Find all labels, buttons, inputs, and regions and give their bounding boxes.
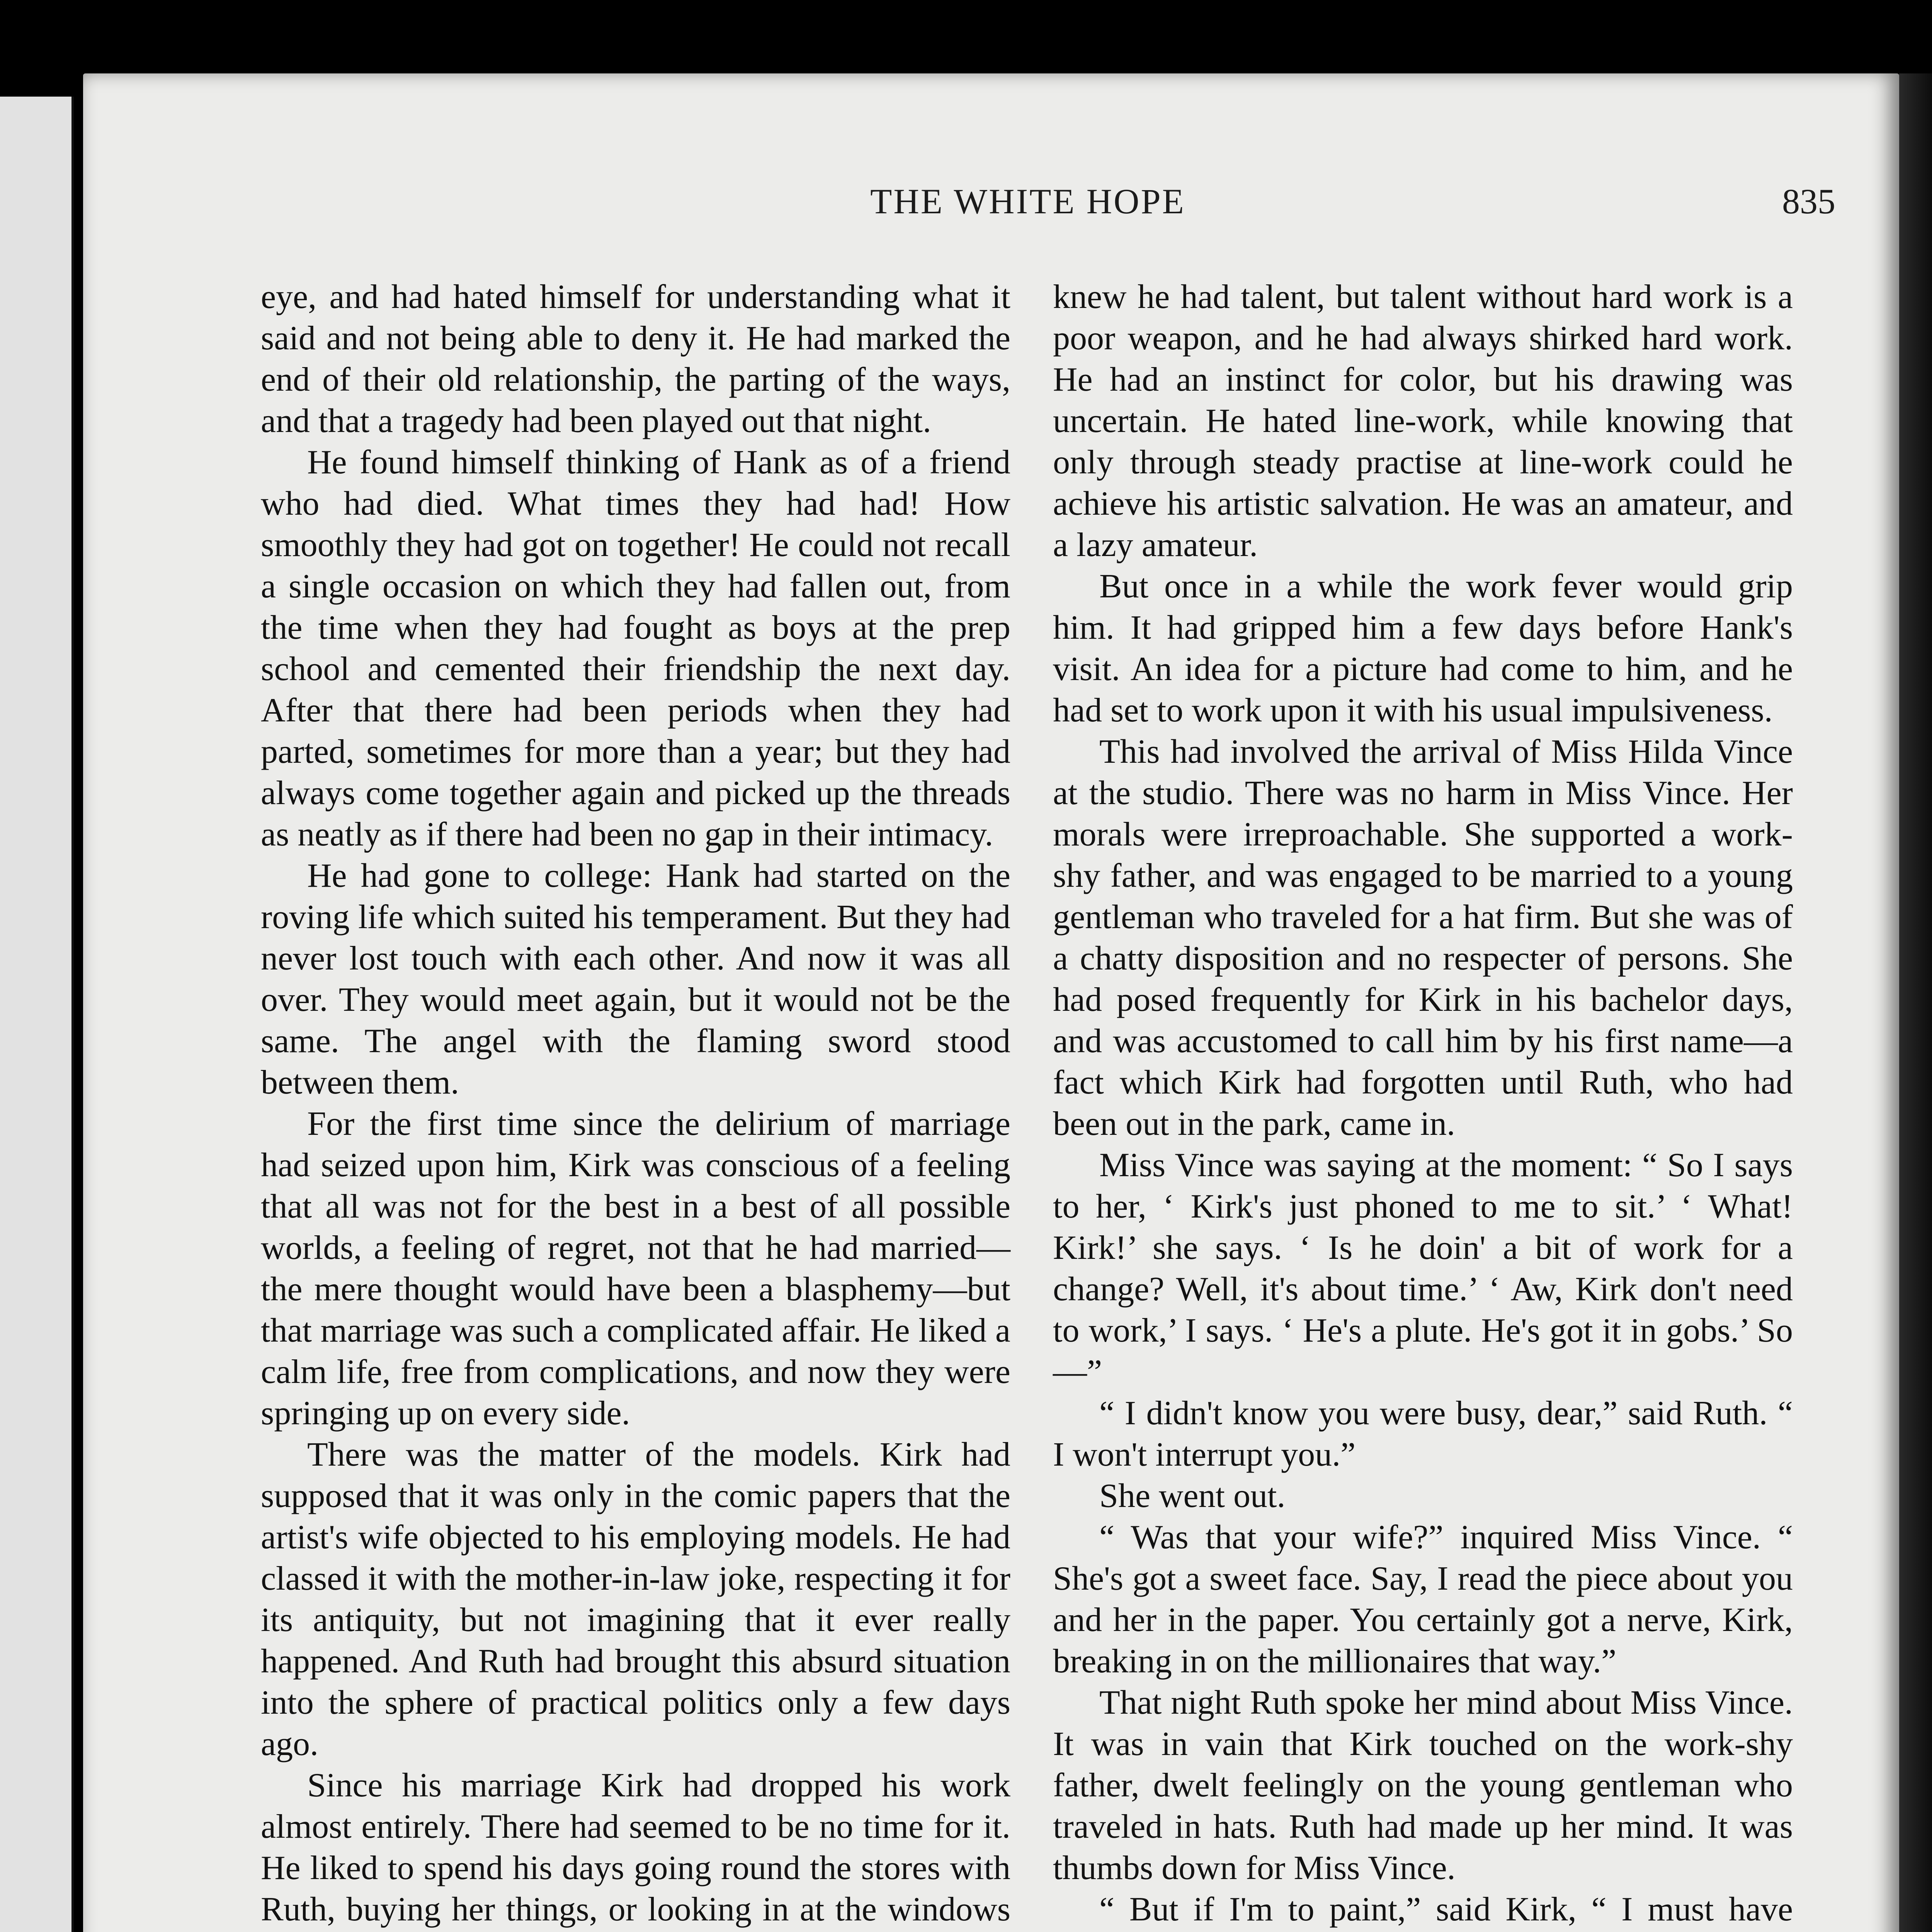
paragraph: “ But if I'm to paint,” said Kirk, “ I must have <box>1099 1891 1793 1928</box>
paragraph: She went out. <box>1099 1477 1286 1515</box>
paragraph: knew he had talent, but talent without hard work is a poor weapon, and he had always shirked hard work. He had an instinct for color, but his drawing was uncertain. He hated line-work, while knowing that only through steady practise at line-work could he achieve his artistic salvation. He was an amateur, and a lazy amateur. <box>1053 278 1793 564</box>
paragraph: For the first time since the delirium of marriage had seized upon him, Kirk was conscious of a feeling that all was not for the best in a best of all possible worlds, a feeling of regret, not that he had married—the mere thought would have been a blasphemy—but that marriage was such a complicated affair. He liked a calm life, free from complications, and now they were springing up on every side. <box>261 1105 1010 1432</box>
page-number: 835 <box>1782 182 1835 221</box>
paragraph: There was the matter of the models. Kirk had supposed that it was only in the comic papers that the artist's wife objected to his employing models. He had classed it with the mother-in-law joke, respecting it for its antiquity, but not imagining that it ever really happened. And Ruth had brought this absurd situation into the sphere of practical politics only a few days ago. <box>261 1436 1010 1763</box>
paragraph: eye, and had hated himself for understanding what it said and not being able to deny it. He had marked the end of their old relationship, the parting of the ways, and that a tragedy had been played out that night. <box>261 278 1010 440</box>
paragraph: He had gone to college: Hank had started on the roving life which suited his temperament. But they had never lost touch with each other. And now it was all over. They would meet again, but it would not be the same. The angel with the flaming sword stood between them. <box>261 857 1010 1101</box>
text-column-left <box>261 276 1010 1932</box>
paragraph: But once in a while the work fever would grip him. It had gripped him a few days before Hank's visit. An idea for a picture had come to him, and he had set to work upon it with his usual impulsiveness. <box>1053 568 1793 729</box>
paragraph: Miss Vince was saying at the moment: “ So I says to her, ‘ Kirk's just phoned to me to sit.’ ‘ What! Kirk!’ she says. ‘ Is he doin' a bit of work for a change? Well, it's about time.’ ‘ Aw, Kirk don't need to work,’ I says. ‘ He's a plute. He's got it in gobs.’ So—” <box>1053 1146 1793 1391</box>
paragraph: He found himself thinking of Hank as of a friend who had died. What times they had had! How smoothly they had got on together! He could not recall a single occasion on which they had fallen out, from the time when they had fought as boys at the prep school and cemented their friendship the next day. After that there had been periods when they had parted, sometimes for more than a year; but they had always come together again and picked up the threads as neatly as if there had been no gap in their intimacy. <box>261 444 1010 853</box>
paragraph: That night Ruth spoke her mind about Miss Vince. It was in vain that Kirk touched on the work-shy father, dwelt feelingly on the young gentleman who traveled in hats. Ruth had made up her mind. It was thumbs down for Miss Vince. <box>1053 1684 1793 1887</box>
paragraph: “ Was that your wife?” inquired Miss Vince. “ She's got a sweet face. Say, I read the piece about you and her in the paper. You certainly got a nerve, Kirk, breaking in on the millionaires that way.” <box>1053 1519 1793 1680</box>
paragraph: “ I didn't know you were busy, dear,” said Ruth. “ I won't interrupt you.” <box>1053 1395 1793 1473</box>
running-title: THE WHITE HOPE <box>870 182 1185 221</box>
page-binding-shadow <box>1899 73 1932 1932</box>
paragraph: This had involved the arrival of Miss Hilda Vince at the studio. There was no harm in Miss Vince. Her morals were irreproachable. She supported a work-shy father, and was engaged to be married to a young gentleman who traveled for a hat firm. But she was of a chatty disposition and no respecter of persons. She had posed frequently for Kirk in his bachelor days, and was accustomed to call him by his first name—a fact which Kirk had forgotten until Ruth, who had been out in the park, came in. <box>1053 733 1793 1143</box>
facing-page-edge <box>0 97 74 1932</box>
text-column-right <box>1053 276 1793 1932</box>
paragraph: Since his marriage Kirk had dropped his work almost entirely. There had seemed to be no time for it. He liked to spend his days going round the stores with Ruth, buying her things, or looking in at the windows <box>261 1767 1010 1928</box>
